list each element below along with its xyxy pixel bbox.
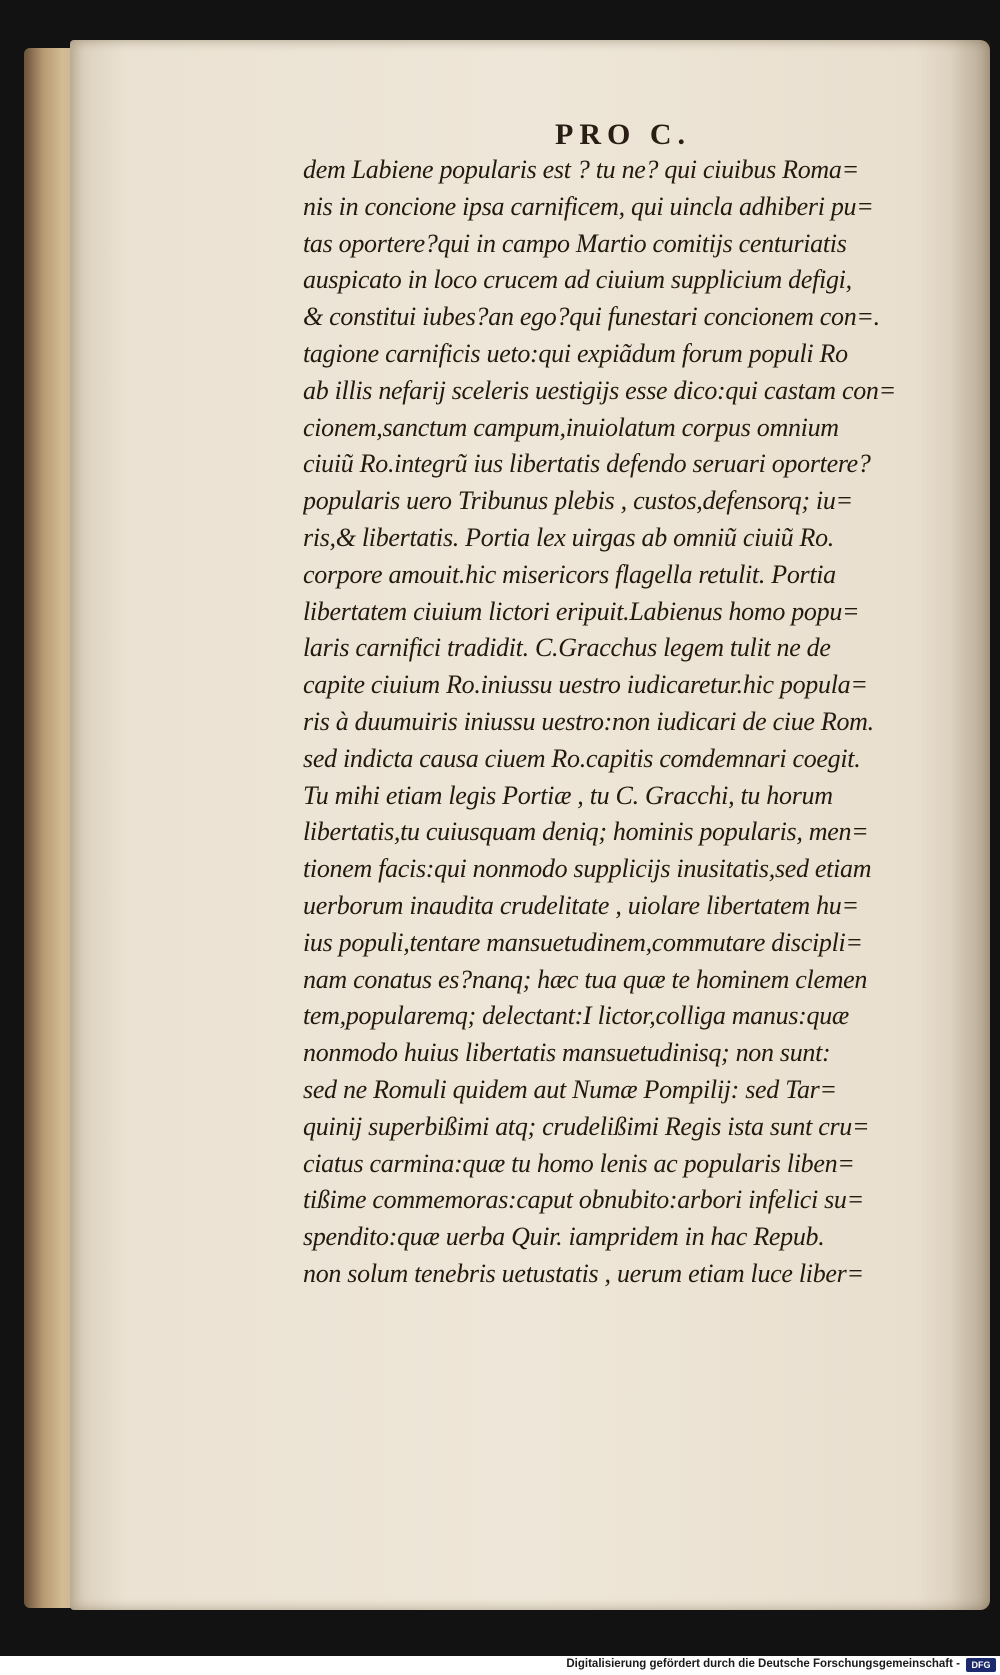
text-line: nonmodo huius libertatis mansuetudinisq; non sunt: <box>303 1038 831 1068</box>
text-line: Tu mihi etiam legis Portiæ , tu C. Gracchi, tu horum <box>303 780 833 810</box>
text-line: cionem,sanctum campum,inuiolatum corpus omnium <box>303 412 839 442</box>
text-line: spendito:quæ uerba Quir. iampridem in hac Repub. <box>303 1222 825 1252</box>
running-head: PRO C. <box>555 118 691 151</box>
text-line: ab illis nefarij sceleris uestigijs esse dico:qui castam con= <box>303 375 896 405</box>
text-line: dem Labiene popularis est ? tu ne? qui ciuibus Roma= <box>303 155 859 184</box>
text-line: non solum tenebris uetustatis , uerum etiam luce liber= <box>303 1258 864 1288</box>
text-line: quinij superbißimi atq; crudelißimi Regis ista sunt cru= <box>303 1111 870 1141</box>
text-line: libertatis,tu cuiusquam deniq; hominis popularis, men= <box>303 817 869 847</box>
text-block <box>303 152 963 1293</box>
text-line: tagione carnificis ueto:qui expiãdum forum populi Ro <box>303 338 848 368</box>
text-line: ciatus carmina:quæ tu homo lenis ac popularis liben= <box>303 1148 855 1178</box>
text-line: nis in concione ipsa carnificem, qui uincla adhiberi pu= <box>303 191 874 221</box>
text-line: corpore amouit.hic misericors flagella retulit. Portia <box>303 559 836 589</box>
text-line: capite ciuium Ro.iniussu uestro iudicaretur.hic popula= <box>303 670 868 700</box>
text-line: uerborum inaudita crudelitate , uiolare libertatem hu= <box>303 890 859 920</box>
funding-credit: Digitalisierung gefördert durch die Deutsche Forschungsgemeinschaft - <box>566 1658 960 1670</box>
text-line: sed ne Romuli quidem aut Numæ Pompilij: sed Tar= <box>303 1074 837 1104</box>
text-line: ius populi,tentare mansuetudinem,commutare discipli= <box>303 927 863 957</box>
text-line: tionem facis:qui nonmodo supplicijs inusitatis,sed etiam <box>303 854 872 884</box>
text-line: libertatem ciuium lictori eripuit.Labienus homo popu= <box>303 596 860 626</box>
digitization-footer <box>0 1656 1000 1675</box>
text-line: ris,& libertatis. Portia lex uirgas ab omniũ ciuiũ Ro. <box>303 522 834 552</box>
text-line: tem,popularemq; delectant:I lictor,colliga manus:quæ <box>303 1001 849 1031</box>
text-line: ciuiũ Ro.integrũ ius libertatis defendo seruari oportere? <box>303 449 871 479</box>
text-line: & constitui iubes?an ego?qui funestari concionem con=. <box>303 302 880 332</box>
text-line: auspicato in loco crucem ad ciuium supplicium defigi, <box>303 265 852 295</box>
text-line: sed indicta causa ciuem Ro.capitis comdemnari coegit. <box>303 743 861 773</box>
text-line: nam conatus es?nanq; hæc tua quæ te hominem clemen <box>303 964 868 994</box>
text-line: tas oportere?qui in campo Martio comitijs centuriatis <box>303 228 847 258</box>
text-line: laris carnifici tradidit. C.Gracchus legem tulit ne de <box>303 633 831 663</box>
text-line: popularis uero Tribunus plebis , custos,defensorq; iu= <box>303 486 853 516</box>
text-line: tißime commemoras:caput obnubito:arbori infelici su= <box>303 1185 864 1215</box>
dfg-logo: DFG <box>966 1658 996 1672</box>
text-line: ris à duumuiris iniussu uestro:non iudicari de ciue Rom. <box>303 706 874 736</box>
